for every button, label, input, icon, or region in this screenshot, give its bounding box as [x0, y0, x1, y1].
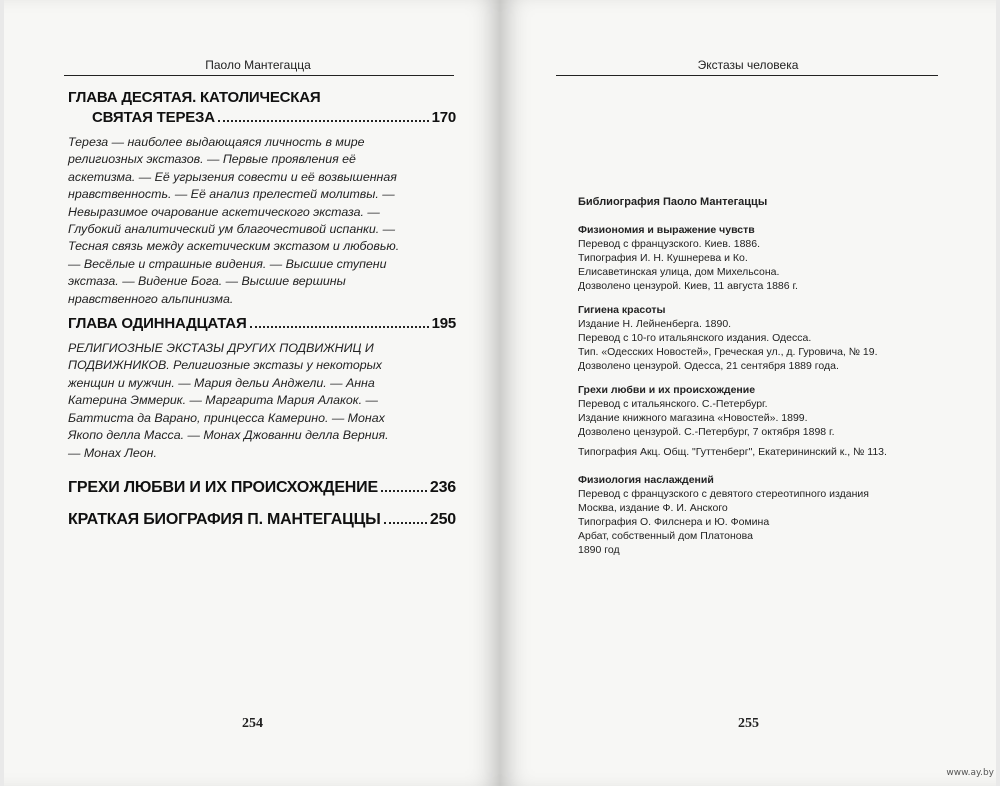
header-rule — [64, 75, 454, 76]
toc-description — [68, 340, 456, 462]
desc-line: Тереза — наиболее выдающаяся личность в мире — [68, 135, 365, 149]
desc-line: ПОДВИЖНИКОВ. Религиозные экстазы у некоторых — [68, 358, 382, 373]
page-number: 255 — [738, 716, 759, 731]
leader-dots — [384, 522, 427, 524]
desc-line: Глубокий аналитический ум благочестивой испанки. — — [68, 222, 396, 237]
right-page — [500, 0, 996, 786]
toc-entry-biography — [68, 510, 456, 530]
toc-title-line — [68, 510, 456, 530]
desc-line: нравственного альпинизма. — [68, 291, 234, 306]
toc-page-number: 236 — [429, 478, 456, 496]
toc-title-line-1: ГЛАВА ДЕСЯТАЯ. КАТОЛИЧЕСКАЯ — [68, 89, 321, 106]
leader-dots — [218, 120, 429, 122]
desc-line: экстаза. — Видение Бога. — Высшие вершины — [68, 274, 346, 289]
bib-item — [578, 383, 938, 459]
bib-line: Типография И. Н. Кушнерева и Ко. — [578, 252, 748, 264]
desc-line: РЕЛИГИОЗНЫЕ ЭКСТАЗЫ ДРУГИХ ПОДВИЖНИЦ И — [68, 341, 374, 356]
toc-title: ГЛАВА ОДИННАДЦАТАЯ — [68, 315, 247, 333]
leader-dots — [381, 490, 427, 492]
watermark: www.ay.by — [946, 768, 994, 778]
bib-line: Дозволено цензурой. С.-Петербург, 7 октября 1898 г. — [578, 426, 835, 438]
desc-line: Катерина Эммерик. — Маргарита Мария Алакок. — — [68, 393, 378, 408]
bib-item — [578, 473, 938, 557]
desc-line: женщин и мужчин. — Мария дельи Анджели. — Анна — [68, 375, 375, 390]
bib-item — [578, 223, 938, 293]
desc-line: аскетизма. — Её угрызения совести и её возвышенная — [68, 169, 397, 184]
toc-title-line — [68, 478, 456, 498]
bib-line: Дозволено цензурой. Одесса, 21 сентября 1889 года. — [578, 360, 839, 372]
running-head: Экстазы человека — [697, 58, 799, 72]
toc-title: СВЯТАЯ ТЕРЕЗА — [92, 109, 215, 126]
bibliography-title: Библиография Паоло Мантегаццы — [578, 196, 768, 208]
desc-line: Баттиста да Варано, принцесса Камерино. — Монах — [68, 410, 385, 425]
bib-line: Перевод с 10-го итальянского издания. Одесса. — [578, 332, 812, 344]
desc-line: религиозных экстазов. — Первые проявления её — [68, 152, 356, 167]
bib-line: Арбат, собственный дом Платонова — [578, 530, 753, 542]
desc-line: нравственность. — Её анализ прелестей молитвы. — — [68, 187, 395, 202]
table-of-contents — [68, 88, 456, 530]
bib-line: Перевод с французского. Киев. 1886. — [578, 238, 761, 250]
bib-item — [578, 303, 938, 373]
bib-line: Издание книжного магазина «Новостей». 1899. — [578, 412, 808, 424]
bib-line: Типография О. Филснера и Ю. Фомина — [578, 516, 770, 528]
toc-entry-chapter-10 — [68, 88, 456, 308]
toc-page-number: 250 — [429, 510, 456, 528]
desc-line: Невыразимое очарование аскетического экстаза. — — [68, 204, 380, 219]
running-head: Паоло Мантегацца — [205, 58, 311, 72]
bib-item-title: Физиология наслаждений — [578, 474, 714, 486]
desc-line: Тесная связь между аскетическим экстазом и любовью. — [68, 239, 400, 254]
desc-line: Якопо делла Масса. — Монах Джованни делла Верния. — [68, 428, 389, 443]
toc-title: КРАТКАЯ БИОГРАФИЯ П. МАНТЕГАЦЦЫ — [68, 510, 381, 528]
bib-line: Перевод с французского с девятого стереотипного издания — [578, 488, 869, 500]
bib-item-title: Физиономия и выражение чувств — [578, 224, 755, 236]
bib-line: Издание Н. Лейненберга. 1890. — [578, 318, 732, 330]
bib-line: Тип. «Одесских Новостей», Греческая ул., д. Гуровича, № 19. — [578, 346, 878, 358]
toc-page-number: 195 — [431, 315, 456, 333]
toc-entry-chapter-11 — [68, 314, 456, 462]
bib-item-title: Гигиена красоты — [578, 304, 666, 316]
toc-title-line — [68, 314, 456, 334]
bib-item-title: Грехи любви и их происхождение — [578, 384, 756, 396]
toc-entry-sins-of-love — [68, 478, 456, 498]
toc-title-line-2 — [68, 108, 456, 128]
bibliography — [578, 196, 938, 567]
desc-line: — Монах Леон. — [68, 445, 157, 460]
toc-title: ГРЕХИ ЛЮБВИ И ИХ ПРОИСХОЖДЕНИЕ — [68, 478, 378, 496]
page-number: 254 — [242, 716, 263, 731]
bib-line: Москва, издание Ф. И. Анского — [578, 502, 728, 514]
bib-line: Перевод с итальянского. С.-Петербург. — [578, 398, 768, 410]
desc-line: — Весёлые и страшные видения. — Высшие ступени — [68, 256, 387, 271]
bib-line: Типография Акц. Общ. "Гуттенберг", Екатерининский к., № 113. — [578, 446, 887, 458]
bib-line: Дозволено цензурой. Киев, 11 августа 1886 г. — [578, 280, 798, 292]
leader-dots — [250, 326, 429, 328]
bib-line: Елисаветинская улица, дом Михельсона. — [578, 266, 780, 278]
left-page — [4, 0, 500, 786]
toc-description — [68, 134, 456, 308]
toc-page-number: 170 — [431, 109, 456, 126]
header-rule — [556, 75, 938, 76]
bib-line: 1890 год — [578, 544, 620, 556]
